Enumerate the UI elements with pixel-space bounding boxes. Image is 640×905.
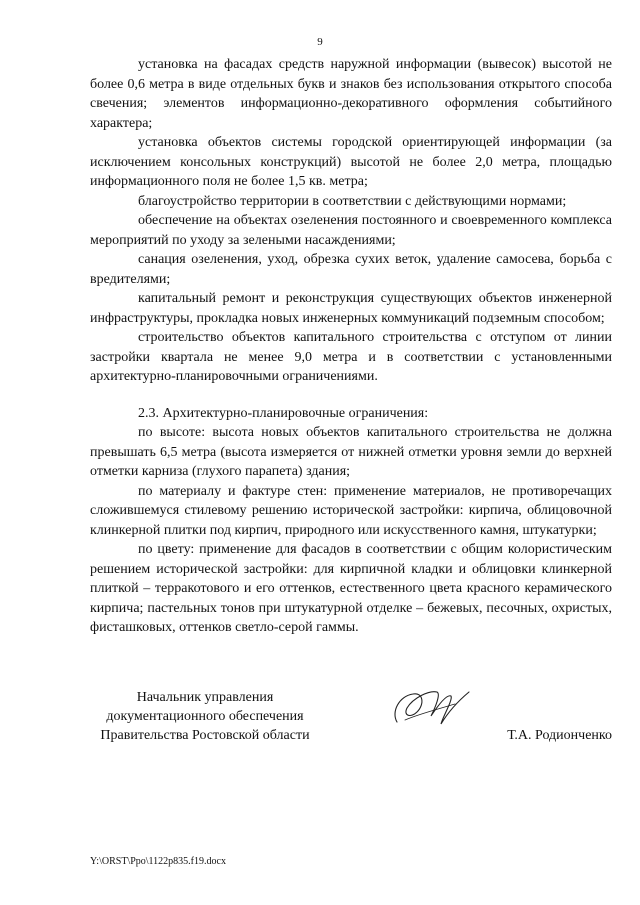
signer-position-line: документационного обеспечения bbox=[106, 709, 304, 724]
signer-position-line: Начальник управления bbox=[136, 690, 274, 705]
paragraph: санация озеленения, уход, обрезка сухих веток, удаление самосева, борьба с вредителями; bbox=[90, 252, 612, 287]
paragraph: благоустройство территории в соответствии с действующими нормами; bbox=[138, 193, 567, 209]
paragraph: строительство объектов капитального строительства с отступом от линии застройки квартала не менее 9,0 метра и в соответствии с установленными архитектурно-планировочными ограничениями. bbox=[90, 330, 612, 384]
signer-position-line: Правительства Ростовской области bbox=[100, 728, 310, 743]
signer-name: Т.А. Родионченко bbox=[507, 728, 612, 743]
paragraph: установка на фасадах средств наружной информации (вывесок) высотой не более 0,6 метра в виде отдельных букв и знаков без использования открытого способа свечения; элементов информационно-декоративного оформления событийного характера; bbox=[90, 57, 612, 131]
paragraph: по цвету: применение для фасадов в соответствии с общим колористическим решением исторической застройки: для кирпичной кладки и облицовки клинкерной плиткой – терракотового и его оттенков, естественного цвета красного керамического кирпича; пастельных тонов при штукатурной отделке – бежевых, песочных, охристых, фисташковых, оттенков светло-серой гаммы. bbox=[90, 542, 612, 635]
handwritten-signature bbox=[385, 682, 475, 738]
file-path: Y:\ORST\Ppo\1122p835.f19.docx bbox=[90, 856, 226, 867]
page-number: 9 bbox=[317, 36, 323, 48]
signer-position bbox=[90, 688, 320, 745]
document-body bbox=[90, 55, 612, 638]
paragraph: по материалу и фактуре стен: применение материалов, не противоречащих сложившемуся стилевому решению исторической застройки: кирпича, облицовочной клинкерной плитки под кирпич, природного или искусственного камня, штукатурки; bbox=[90, 483, 612, 538]
signature-block bbox=[90, 688, 612, 748]
paragraph: капитальный ремонт и реконструкция существующих объектов инженерной инфраструктуры, прокладка новых инженерных коммуникаций подземным способом; bbox=[90, 291, 612, 326]
paragraph: обеспечение на объектах озеленения постоянного и своевременного комплекса мероприятий по уходу за зелеными насаждениями; bbox=[90, 213, 612, 248]
paragraph: по высоте: высота новых объектов капитального строительства не должна превышать 6,5 метра (высота измеряется от нижней отметки уровня земли до верхней отметки карниза (глухого парапета) здания; bbox=[90, 425, 612, 479]
section-heading: 2.3. Архитектурно-планировочные ограничения: bbox=[138, 405, 429, 421]
paragraph: установка объектов системы городской ориентирующей информации (за исключением консольных конструкций) высотой не более 2,0 метра, площадью информационного поля не более 1,5 кв. метра; bbox=[90, 135, 612, 189]
